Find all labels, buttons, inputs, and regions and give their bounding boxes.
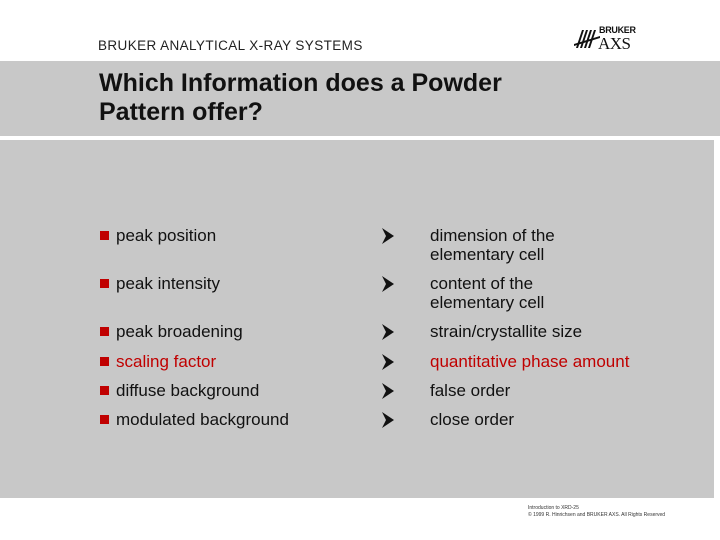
item-result — [430, 274, 544, 312]
bullet-icon — [100, 386, 109, 395]
title-line-2: Pattern offer? — [99, 98, 263, 126]
item-result-line-2: elementary cell — [430, 293, 545, 312]
bullet-icon — [100, 279, 109, 288]
logo-top-text: BRUKER — [599, 25, 636, 35]
content-band — [0, 140, 714, 498]
item-result: close order — [430, 410, 515, 429]
arrow-right-icon — [380, 383, 394, 399]
arrow-right-icon — [380, 324, 394, 340]
item-label: scaling factor — [116, 352, 217, 371]
item-result: false order — [430, 381, 511, 400]
bruker-axs-logo — [574, 24, 638, 56]
title-line-1: Which Information does a Powder — [99, 69, 502, 97]
item-result: strain/crystallite size — [430, 322, 583, 341]
bullet-icon — [100, 327, 109, 336]
logo-bottom-text: AXS — [598, 34, 631, 53]
bullet-icon — [100, 357, 109, 366]
item-result-line-1: dimension of the — [430, 226, 555, 245]
item-label: peak position — [116, 226, 217, 245]
arrow-right-icon — [380, 228, 394, 244]
footer-line-1: Introduction to XRD-25 — [528, 505, 579, 511]
item-label: diffuse background — [116, 381, 260, 400]
item-result: quantitative phase amount — [430, 352, 630, 371]
company-name: BRUKER ANALYTICAL X-RAY SYSTEMS — [98, 38, 363, 53]
bullet-icon — [100, 415, 109, 424]
arrow-right-icon — [380, 412, 394, 428]
bullet-icon — [100, 231, 109, 240]
item-label: peak broadening — [116, 322, 243, 341]
arrow-right-icon — [380, 276, 394, 292]
item-result-line-1: content of the — [430, 274, 534, 293]
item-label: peak intensity — [116, 274, 220, 293]
item-result-line-2: elementary cell — [430, 245, 545, 264]
item-label: modulated background — [116, 410, 289, 429]
slide-title — [99, 69, 619, 127]
arrow-right-icon — [380, 354, 394, 370]
footer-copyright — [528, 505, 665, 519]
logo-mark-icon — [574, 26, 600, 52]
footer-line-2: © 1999 R. Hinrichsen and BRUKER AXS. All Rights Reserved — [528, 512, 666, 518]
item-result — [430, 226, 555, 264]
